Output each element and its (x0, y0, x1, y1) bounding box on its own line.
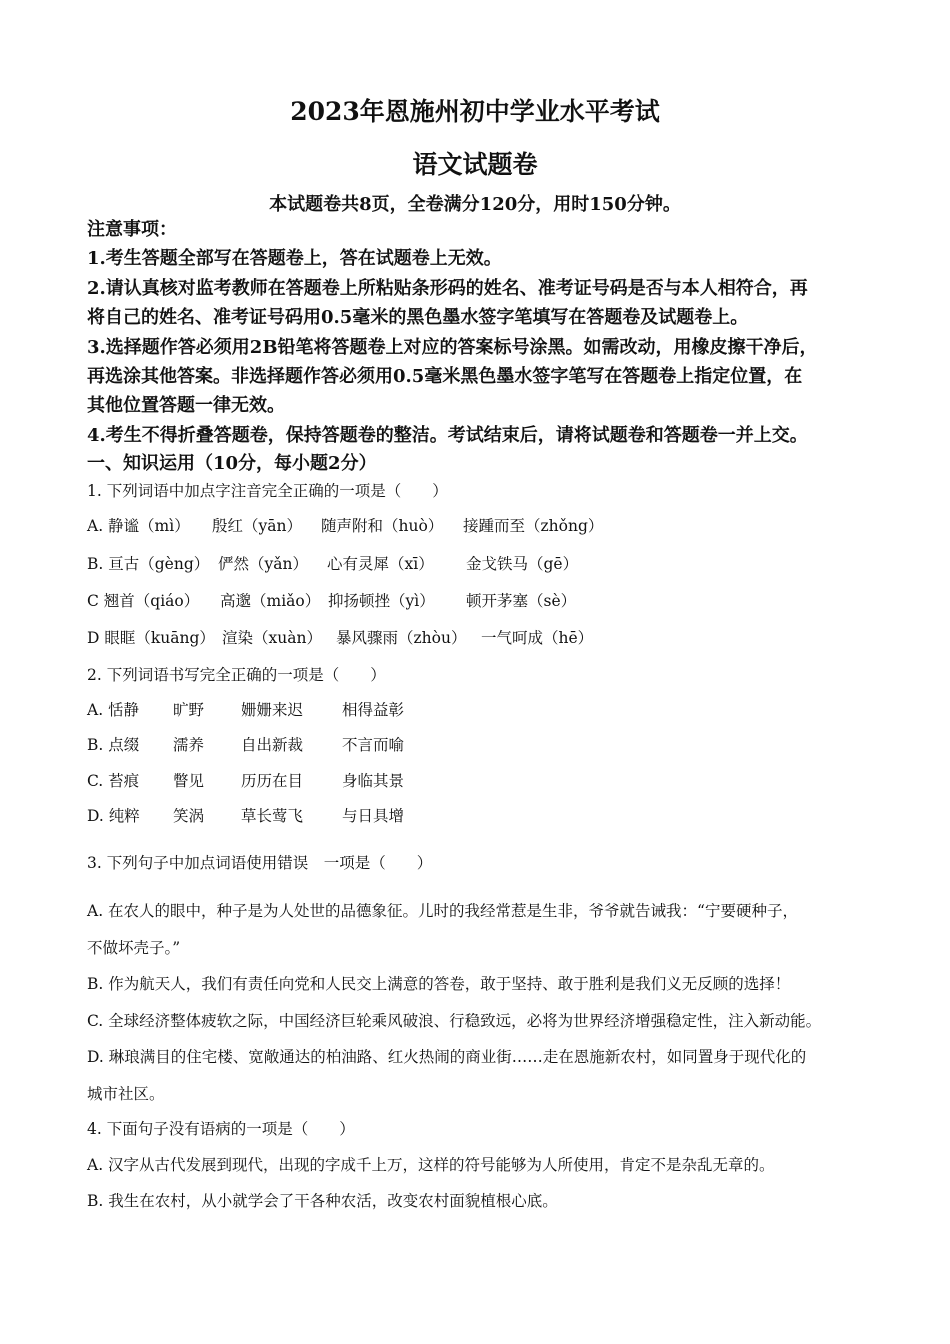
q1-a-2: 殷红（yān） (212, 517, 302, 535)
q3-a-line1: A. 在农人的眼中，种子是为人处世的品德象征。儿时的我经常惹是生非，爷爷就告诫我：“宁要硬种子， (87, 902, 798, 920)
q2-d-4: 与日具增 (342, 807, 405, 825)
q1-b-1: B. 亘古（gèng） (87, 555, 210, 573)
note-2a: 2.请认真核对监考教师在答题卷上所粘贴条形码的姓名、准考证号码是否与本人相符合，再 (87, 278, 808, 299)
q1-d-4: 一气呵成（hē） (481, 629, 594, 647)
q2-b-2: 濡养 (173, 736, 205, 754)
q3-c: C. 全球经济整体疲软之际，中国经济巨轮乘风破浪、行稳致远，必将为世界经济增强稳定性，注入新动能。 (87, 1012, 822, 1030)
q1-a-4: 接踵而至（zhǒng） (463, 517, 604, 535)
q1-a-1: A. 静谧（mì） (87, 517, 190, 535)
q4-b: B. 我生在农村，从小就学会了干各种农活，改变农村面貌植根心底。 (87, 1192, 558, 1210)
note-3c: 其他位置答题一律无效。 (87, 395, 285, 416)
q2-b-1: B. 点缀 (87, 736, 140, 754)
q4-a: A. 汉字从古代发展到现代，出现的字成千上万，这样的符号能够为人所使用，肯定不是杂乱无章的。 (87, 1156, 775, 1174)
exam-title: 2023年恩施州初中学业水平考试 (290, 97, 660, 126)
note-3a: 3.选择题作答必须用2B铅笔将答题卷上对应的答案标号涂黑。如需改动，用橡皮擦干净后， (87, 337, 818, 358)
q3-a-line2: 不做坏壳子。” (87, 939, 181, 957)
q1-b-3: 心有灵犀（xī） (327, 555, 434, 573)
q1-d-2: 渲染（xuàn） (222, 629, 322, 647)
q2-c-4: 身临其景 (342, 772, 405, 790)
q2-a-2: 旷野 (173, 701, 205, 719)
q2-b-3: 自出新裁 (241, 736, 304, 754)
section-heading: 一、知识运用（10分，每小题2分） (87, 453, 377, 474)
q2-d-2: 笑涡 (173, 807, 205, 825)
note-2b: 将自己的姓名、准考证号码用0.5毫米的黑色墨水签字笔填写在答题卷及试题卷上。 (87, 307, 749, 328)
q3-stem: 3. 下列句子中加点词语使用错误 一项是（ ） (87, 854, 433, 872)
q4-stem: 4. 下面句子没有语病的一项是（ ） (87, 1120, 355, 1138)
q1-b-2: 俨然（yǎn） (218, 555, 308, 573)
q3-b: B. 作为航天人，我们有责任向党和人民交上满意的答卷，敢于坚持、敢于胜利是我们义无反顾的选择！ (87, 975, 791, 993)
q1-c-2: 高邈（miǎo） (220, 592, 321, 610)
q1-b-4: 金戈铁马（gē） (466, 555, 579, 573)
q2-a-3: 姗姗来迟 (241, 701, 304, 719)
q3-d-line2: 城市社区。 (87, 1085, 165, 1103)
q2-c-1: C. 苔痕 (87, 772, 140, 790)
q1-c-1: C 翘首（qiáo） (87, 592, 200, 610)
q1-d-3: 暴风骤雨（zhòu） (336, 629, 467, 647)
q2-a-1: A. 恬静 (87, 701, 140, 719)
q2-c-3: 历历在目 (241, 772, 304, 790)
q2-b-4: 不言而喻 (342, 736, 405, 754)
q2-a-4: 相得益彰 (342, 701, 405, 719)
q1-c-3: 抑扬顿挫（yì） (328, 592, 435, 610)
q2-d-1: D. 纯粹 (87, 807, 140, 825)
note-3b: 再选涂其他答案。非选择题作答必须用0.5毫米黑色墨水签字笔写在答题卷上指定位置，在 (87, 366, 803, 387)
q2-stem: 2. 下列词语书写完全正确的一项是（ ） (87, 666, 386, 684)
exam-subtitle: 语文试题卷 (412, 150, 538, 179)
note-1: 1.考生答题全部写在答题卷上，答在试题卷上无效。 (87, 248, 502, 269)
q1-d-1: D 眼眶（kuāng） (87, 629, 215, 647)
exam-info: 本试题卷共8页，全卷满分120分，用时150分钟。 (269, 194, 681, 215)
q2-c-2: 瞥见 (173, 772, 205, 790)
q3-d-line1: D. 琳琅满目的住宅楼、宽敞通达的柏油路、红火热闹的商业街……走在恩施新农村，如同置身于现代化的 (87, 1048, 807, 1066)
q1-stem: 1. 下列词语中加点字注音完全正确的一项是（ ） (87, 482, 448, 500)
q2-d-3: 草长莺飞 (241, 807, 304, 825)
q1-a-3: 随声附和（huò） (321, 517, 444, 535)
q1-c-4: 顿开茅塞（sè） (466, 592, 577, 610)
note-4: 4.考生不得折叠答题卷，保持答题卷的整洁。考试结束后，请将试题卷和答题卷一并上交。 (87, 425, 808, 446)
notes-heading: 注意事项： (87, 219, 177, 240)
